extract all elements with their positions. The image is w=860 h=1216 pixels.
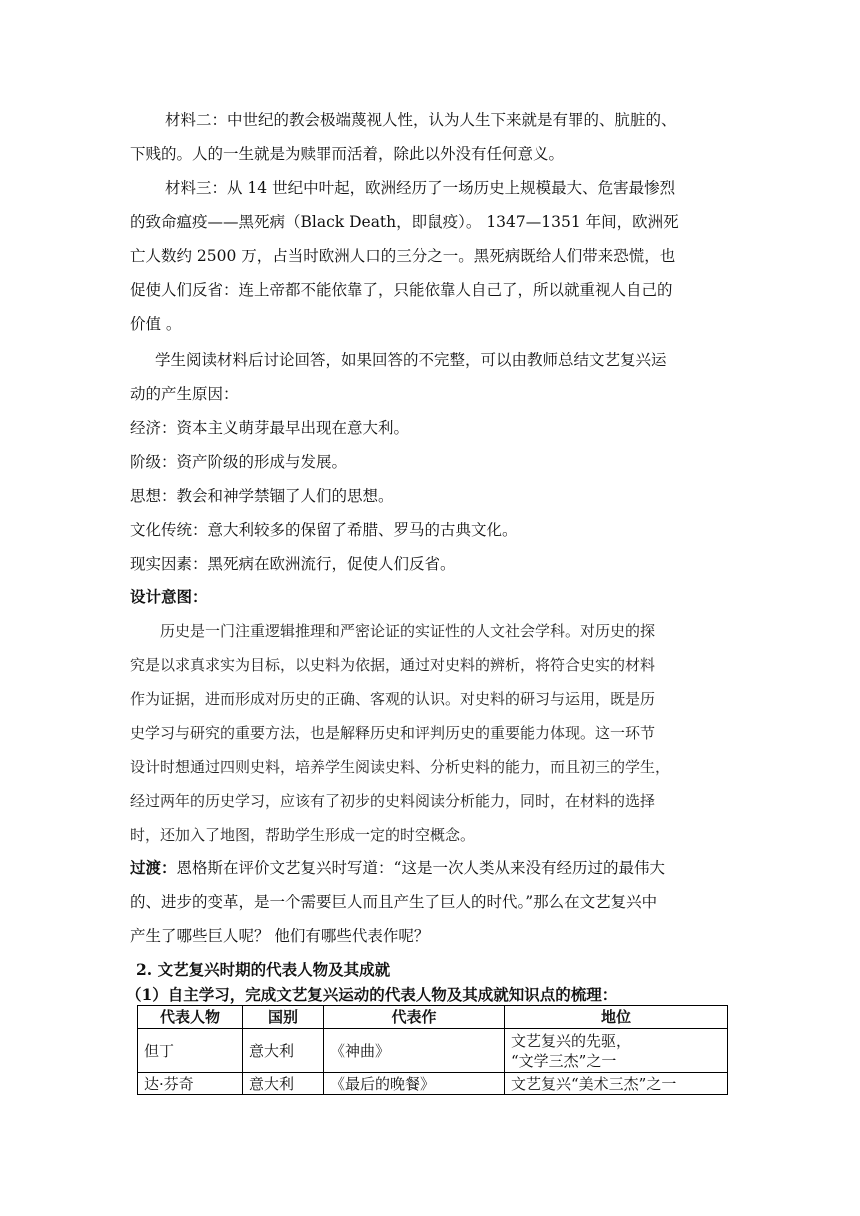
cause-economy: 经济：资本主义萌芽最早出现在意大利。 <box>130 419 410 437</box>
cell-work: 《最后的晚餐》 <box>324 1073 505 1095</box>
design-intent-heading: 设计意图： <box>130 587 208 606</box>
cause-culture: 文化传统：意大利较多的保留了希腊、罗马的古典文化。 <box>130 521 518 539</box>
transition-line-3: 产生了哪些巨人呢？ 他们有哪些代表作呢？ <box>130 927 430 945</box>
table-row <box>138 1029 728 1073</box>
header-status: 地位 <box>505 1006 728 1029</box>
cause-class: 阶级：资产阶级的形成与发展。 <box>130 453 348 471</box>
header-figure: 代表人物 <box>138 1006 243 1029</box>
material-3-line-3: 亡人数约 2500 万，占当时欧洲人口的三分之一。黑死病既给人们带来恐慌，也 <box>130 247 676 265</box>
design-line-2: 究是以求真求实为目标，以史料为依据，通过对史料的辨析，将符合史实的材料 <box>130 656 656 674</box>
material-3-line-4: 促使人们反省：连上帝都不能依靠了，只能依靠人自己了，所以就重视人自己的 <box>130 281 673 299</box>
subsection-1-heading: （1）自主学习，完成文艺复兴运动的代表人物及其成就知识点的梳理： <box>126 985 618 1004</box>
cell-country: 意大利 <box>243 1073 324 1095</box>
transition-text-1: 恩格斯在评价文艺复兴时写道：“这是一次人类从来没有经历过的最伟大 <box>176 859 665 877</box>
design-line-3: 作为证据，进而形成对历史的正确、客观的认识。对史料的研习与运用，既是历 <box>130 690 656 708</box>
cell-name: 达·芬奇 <box>138 1073 243 1095</box>
material-2-line-1: 材料二：中世纪的教会极端蔑视人性，认为人生下来就是有罪的、肮脏的、 <box>165 111 677 129</box>
table-row <box>138 1073 728 1095</box>
design-line-6: 经过两年的历史学习，应该有了初步的史料阅读分析能力，同时，在材料的选择 <box>130 792 656 810</box>
material-3-line-1: 材料三：从 14 世纪中叶起，欧洲经历了一场历史上规模最大、危害最惨烈 <box>165 179 676 197</box>
cause-reality: 现实因素：黑死病在欧洲流行，促使人们反省。 <box>130 555 456 573</box>
table-header-row <box>138 1006 728 1029</box>
cell-work: 《神曲》 <box>324 1029 505 1073</box>
cell-status <box>505 1029 728 1073</box>
cell-status-line-2: “文学三杰”之一 <box>511 1051 617 1070</box>
cell-country: 意大利 <box>243 1029 324 1073</box>
cell-status: 文艺复兴“美术三杰”之一 <box>505 1073 728 1095</box>
material-3-line-2: 的致命瘟疫——黑死病（Black Death，即鼠疫）。 1347—1351 年间，欧洲死 <box>130 213 679 231</box>
section-2-heading: 2. 文艺复兴时期的代表人物及其成就 <box>136 960 391 979</box>
material-2-line-2: 下贱的。人的一生就是为赎罪而活着，除此以外没有任何意义。 <box>130 145 565 163</box>
design-line-5: 设计时想通过四则史料，培养学生阅读史料、分析史料的能力，而且初三的学生， <box>130 758 671 776</box>
transition-label: 过渡： <box>130 858 177 877</box>
cell-status-line-1: 文艺复兴的先驱， <box>511 1031 632 1050</box>
transition-line-1 <box>130 858 665 878</box>
header-country: 国别 <box>243 1006 324 1029</box>
cause-thought: 思想：教会和神学禁锢了人们的思想。 <box>130 487 394 505</box>
discussion-line-2: 动的产生原因： <box>130 385 239 403</box>
design-line-7: 时，还加入了地图，帮助学生形成一定的时空概念。 <box>130 826 476 844</box>
figures-table <box>137 1005 728 1095</box>
design-line-4: 史学习与研究的重要方法，也是解释历史和评判历史的重要能力体现。这一环节 <box>130 724 656 742</box>
header-work: 代表作 <box>324 1006 505 1029</box>
design-line-1: 历史是一门注重逻辑推理和严密论证的实证性的人文社会学科。对历史的探 <box>160 622 656 640</box>
material-3-line-5: 价值 。 <box>130 315 182 333</box>
discussion-line-1: 学生阅读材料后讨论回答，如果回答的不完整，可以由教师总结文艺复兴运 <box>155 351 667 369</box>
cell-name: 但丁 <box>138 1029 243 1073</box>
transition-line-2: 的、进步的变革，是一个需要巨人而且产生了巨人的时代。”那么在文艺复兴中 <box>130 893 658 911</box>
